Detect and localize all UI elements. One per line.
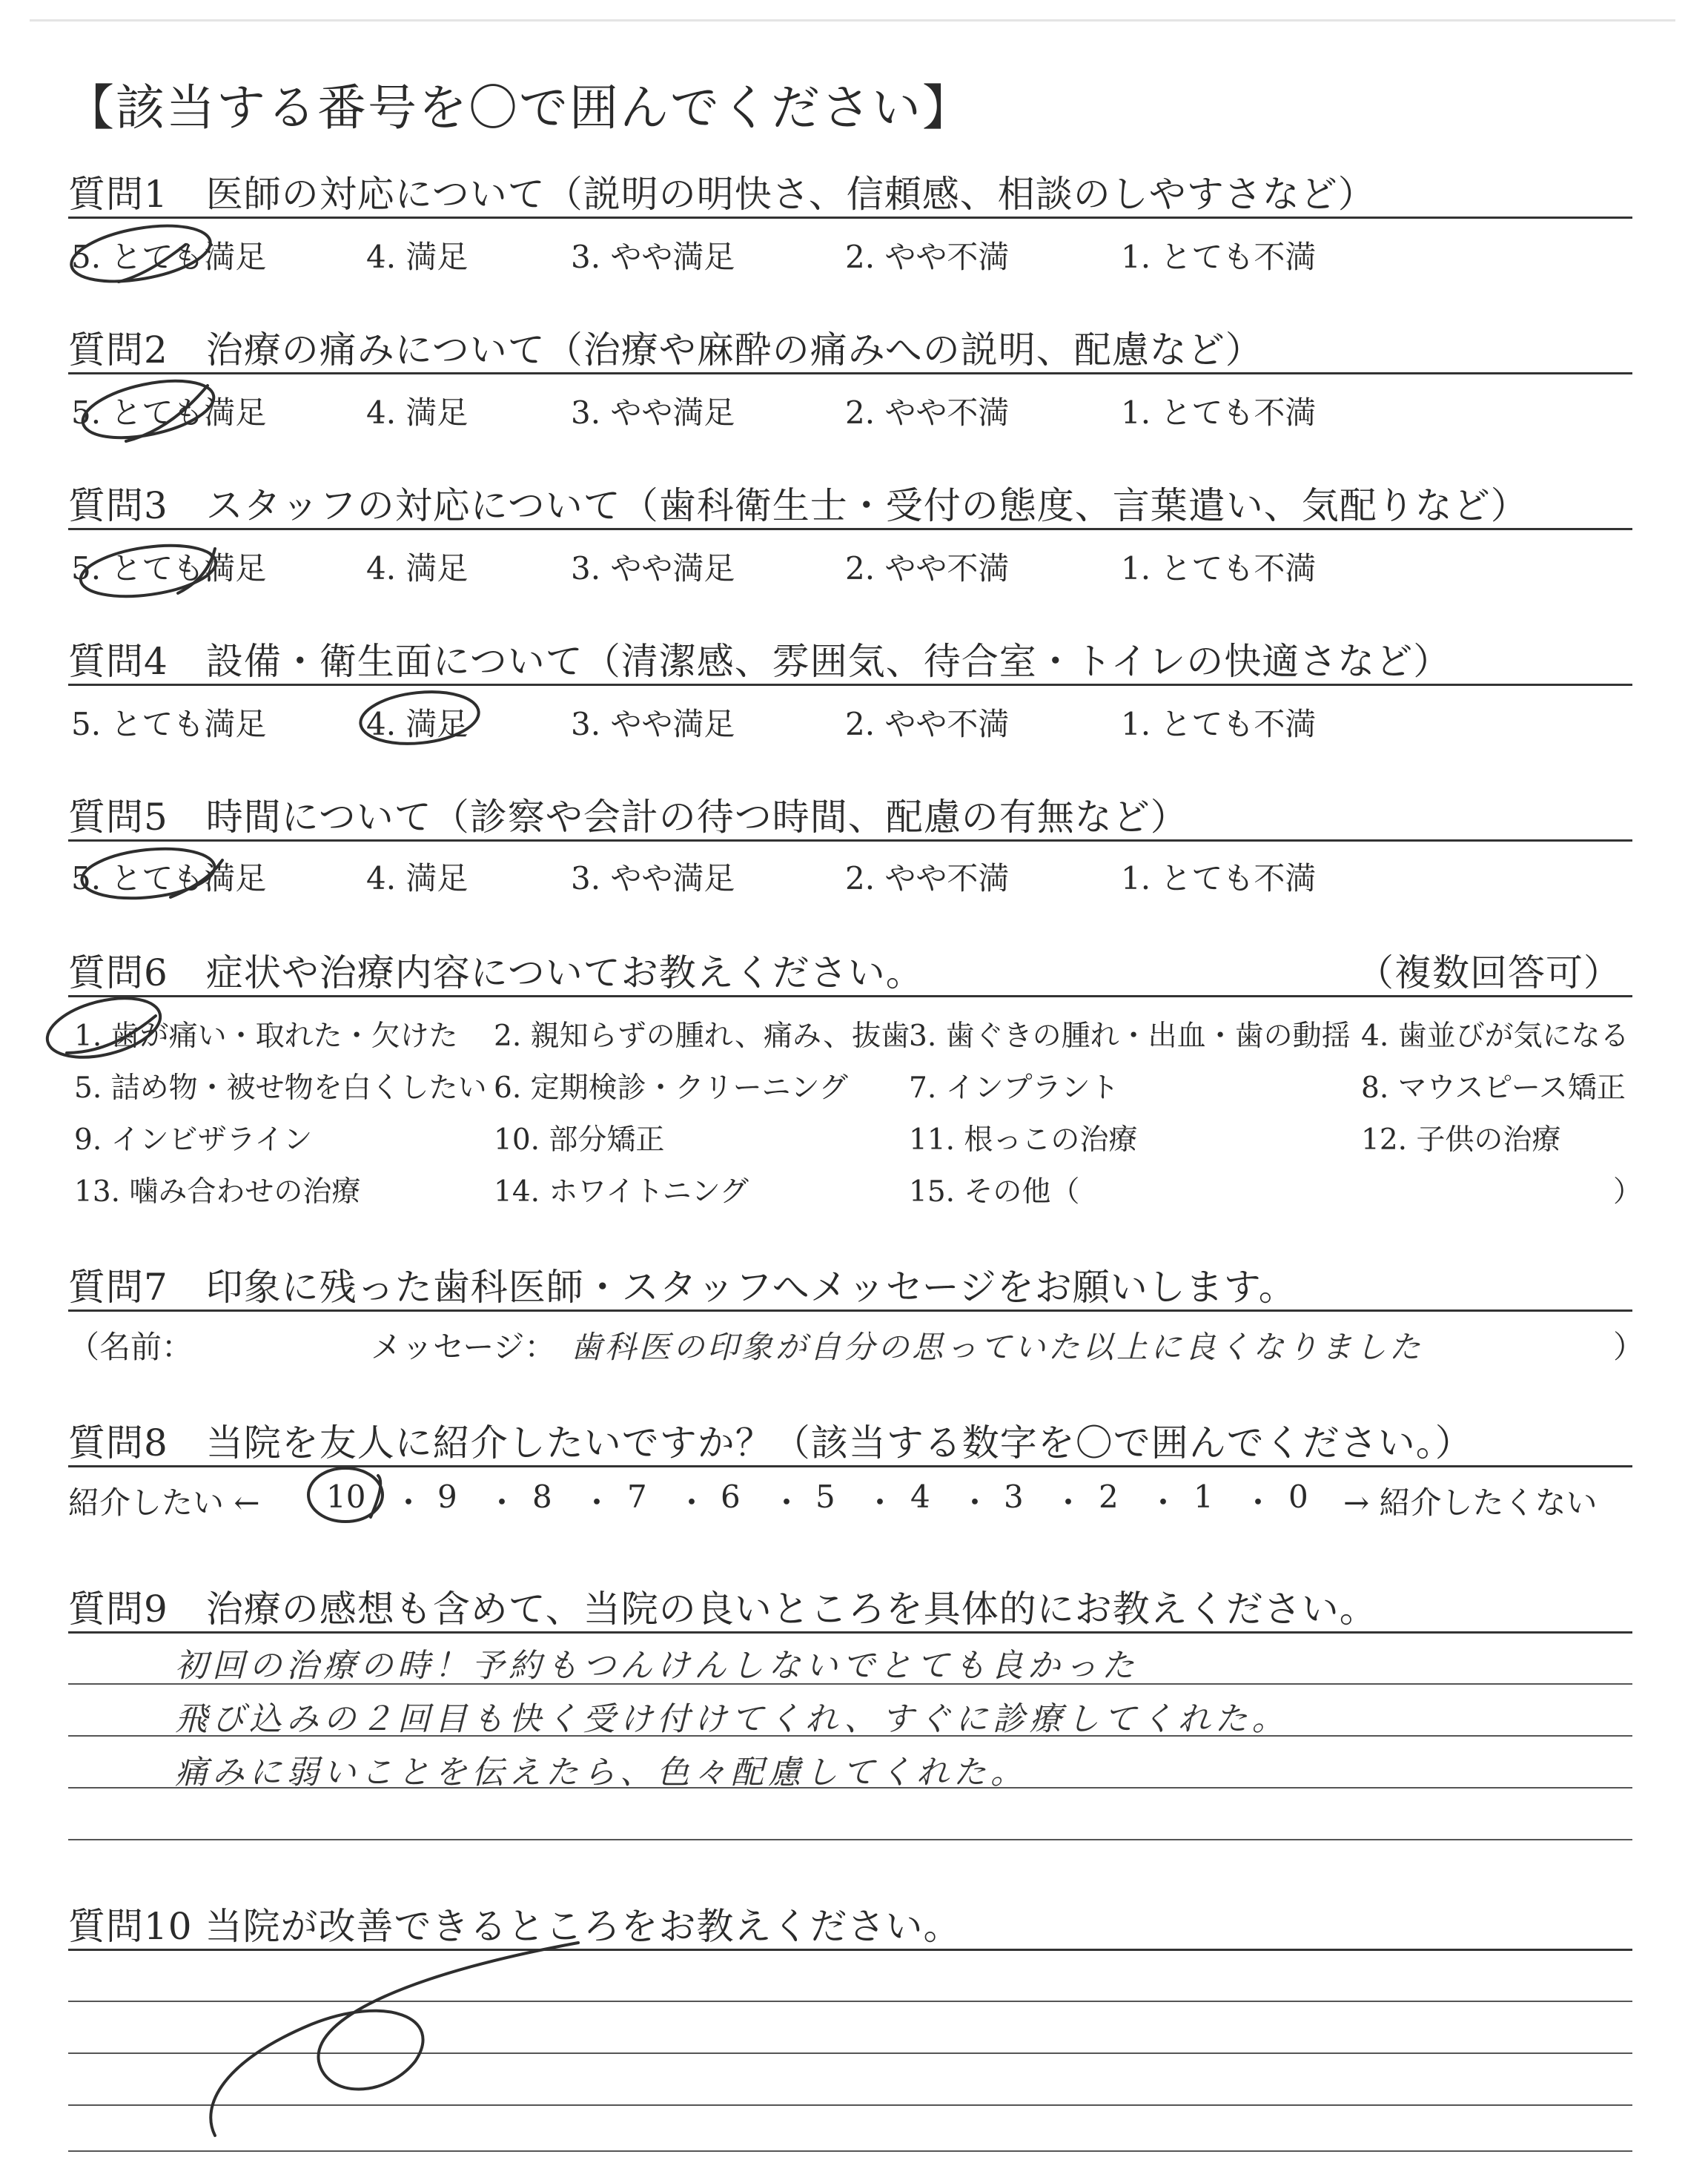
page-title: 【該当する番号を〇で囲んでください】 — [65, 79, 973, 136]
q4-option-4[interactable]: 4. 満足 — [366, 706, 469, 742]
q7-name-label: （名前： — [68, 1329, 193, 1365]
q7-message-label: メッセージ： — [371, 1329, 556, 1365]
question-8-rule — [68, 1465, 1632, 1467]
q4-option-1[interactable]: 1. とても不満 — [1121, 706, 1317, 742]
q3-option-2[interactable]: 2. やや不満 — [845, 550, 1010, 587]
q5-option-2[interactable]: 2. やや不満 — [845, 860, 1010, 896]
question-9-heading: 質問9 治療の感想も含めて、当院の良いところを具体的にお教えください。 — [68, 1588, 1377, 1631]
q2-option-2[interactable]: 2. やや不満 — [845, 394, 1010, 431]
question-7-heading: 質問7 印象に残った歯科医師・スタッフへメッセージをお願いします。 — [68, 1266, 1297, 1309]
q6-option-4[interactable]: 4. 歯並びが気になる — [1361, 1020, 1629, 1053]
q8-scale-6[interactable]: 6 — [721, 1479, 741, 1515]
q8-scale-8[interactable]: 8 — [532, 1479, 552, 1515]
q5-option-4[interactable]: 4. 満足 — [366, 860, 469, 896]
q2-option-5[interactable]: 5. とても満足 — [71, 394, 267, 431]
q8-scale-dot: ・ — [771, 1484, 803, 1521]
q10-line-rule — [68, 2150, 1632, 2152]
question-3-rule — [68, 528, 1632, 530]
q8-scale-2[interactable]: 2 — [1099, 1479, 1119, 1515]
q8-scale-dot: ・ — [581, 1484, 613, 1521]
q6-option-14[interactable]: 14. ホワイトニング — [494, 1175, 749, 1209]
q8-scale-dot: ・ — [1148, 1484, 1179, 1521]
q6-option-13[interactable]: 13. 噛み合わせの治療 — [74, 1175, 361, 1209]
q3-option-1[interactable]: 1. とても不満 — [1121, 550, 1317, 587]
q8-left-label: 紹介したい ← — [68, 1484, 260, 1521]
q9-answer-line-3[interactable]: 痛みに弱いことを伝えたら、色々配慮してくれた。 — [175, 1754, 1027, 1791]
question-2-heading: 質問2 治療の痛みについて（治療や麻酔の痛みへの説明、配慮など） — [68, 328, 1263, 371]
q6-option-11[interactable]: 11. 根っこの治療 — [909, 1123, 1138, 1157]
q1-option-3[interactable]: 3. やや満足 — [571, 239, 735, 275]
question-1-heading: 質問1 医師の対応について（説明の明快さ、信頼感、相談のしやすさなど） — [68, 173, 1376, 216]
question-10-heading: 質問10 当院が改善できるところをお教えください。 — [68, 1905, 961, 1948]
question-6-heading: 質問6 症状や治療内容についてお教えください。 — [68, 951, 924, 994]
question-1-rule — [68, 217, 1632, 219]
q6-option-2[interactable]: 2. 親知らずの腫れ、痛み、抜歯 — [494, 1020, 910, 1053]
q8-scale-dot: ・ — [393, 1484, 425, 1521]
question-6-rule — [68, 995, 1632, 997]
q1-option-5[interactable]: 5. とても満足 — [71, 239, 267, 275]
q8-scale-9[interactable]: 9 — [437, 1479, 457, 1515]
q2-option-3[interactable]: 3. やや満足 — [571, 394, 735, 431]
q6-option-10[interactable]: 10. 部分矯正 — [494, 1123, 665, 1157]
q6-option-8[interactable]: 8. マウスピース矯正 — [1361, 1071, 1626, 1105]
q6-option-6[interactable]: 6. 定期検診・クリーニング — [494, 1071, 848, 1105]
q3-option-3[interactable]: 3. やや満足 — [571, 550, 735, 587]
q8-scale-3[interactable]: 3 — [1004, 1479, 1024, 1515]
q6-option-7[interactable]: 7. インプラント — [909, 1071, 1119, 1105]
q8-scale-dot: ・ — [959, 1484, 991, 1521]
question-4-rule — [68, 684, 1632, 686]
q10-line-rule — [68, 2104, 1632, 2106]
q3-option-4[interactable]: 4. 満足 — [366, 550, 469, 587]
question-6-note: （複数回答可） — [1357, 951, 1621, 994]
question-7-rule — [68, 1309, 1632, 1312]
q2-option-1[interactable]: 1. とても不満 — [1121, 394, 1317, 431]
q6-option-5[interactable]: 5. 詰め物・被せ物を白くしたい — [74, 1071, 487, 1105]
question-3-heading: 質問3 スタッフの対応について（歯科衛生士・受付の態度、言葉遣い、気配りなど） — [68, 484, 1529, 527]
q4-option-2[interactable]: 2. やや不満 — [845, 706, 1010, 742]
q6-option-15-close: ） — [1613, 1175, 1643, 1209]
q5-option-5[interactable]: 5. とても満足 — [71, 860, 267, 896]
question-5-rule — [68, 839, 1632, 842]
q8-scale-10[interactable]: 10 — [326, 1479, 366, 1515]
q7-message-text[interactable]: 歯科医の印象が自分の思っていた以上に良くなりました — [571, 1329, 1424, 1365]
q4-option-5[interactable]: 5. とても満足 — [71, 706, 267, 742]
q1-option-2[interactable]: 2. やや不満 — [845, 239, 1010, 275]
q1-option-4[interactable]: 4. 満足 — [366, 239, 469, 275]
q4-option-3[interactable]: 3. やや満足 — [571, 706, 735, 742]
q6-option-15[interactable]: 15. その他（ — [909, 1175, 1080, 1209]
q8-scale-dot: ・ — [1053, 1484, 1085, 1521]
q8-scale-dot: ・ — [486, 1484, 518, 1521]
q8-right-label: → 紹介したくない — [1343, 1484, 1598, 1521]
q3-option-5[interactable]: 5. とても満足 — [71, 550, 267, 587]
scan-top-edge — [30, 19, 1675, 22]
q5-option-3[interactable]: 3. やや満足 — [571, 860, 735, 896]
question-8-heading: 質問8 当院を友人に紹介したいですか？（該当する数字を〇で囲んでください。） — [68, 1421, 1473, 1464]
q8-scale-1[interactable]: 1 — [1194, 1479, 1214, 1515]
q6-option-12[interactable]: 12. 子供の治療 — [1361, 1123, 1561, 1157]
q8-scale-dot: ・ — [1242, 1484, 1274, 1521]
q8-scale-4[interactable]: 4 — [910, 1479, 930, 1515]
q10-line-rule — [68, 2052, 1632, 2054]
q8-scale-dot: ・ — [864, 1484, 896, 1521]
q9-answer-line-1[interactable]: 初回の治療の時！予約もつんけんしないでとても良かった — [175, 1647, 1139, 1685]
question-4-heading: 質問4 設備・衛生面について（清潔感、雰囲気、待合室・トイレの快適さなど） — [68, 640, 1452, 683]
question-2-rule — [68, 372, 1632, 374]
q6-option-3[interactable]: 3. 歯ぐきの腫れ・出血・歯の動揺 — [909, 1020, 1351, 1053]
q8-scale-7[interactable]: 7 — [627, 1479, 647, 1515]
q5-option-1[interactable]: 1. とても不満 — [1121, 860, 1317, 896]
q8-scale-5[interactable]: 5 — [815, 1479, 835, 1515]
q10-line-rule — [68, 2001, 1632, 2002]
q8-scale-dot: ・ — [676, 1484, 708, 1521]
question-10-rule — [68, 1949, 1632, 1951]
q6-option-9[interactable]: 9. インビザライン — [74, 1123, 313, 1157]
question-9-rule — [68, 1631, 1632, 1634]
question-5-heading: 質問5 時間について（診察や会計の待つ時間、配慮の有無など） — [68, 796, 1188, 839]
q6-option-1[interactable]: 1. 歯が痛い・取れた・欠けた — [74, 1020, 458, 1053]
q8-circle-tail — [371, 1476, 380, 1517]
q10-dash-mark — [211, 1943, 578, 2136]
q2-option-4[interactable]: 4. 満足 — [366, 394, 469, 431]
q9-line-rule — [68, 1839, 1632, 1840]
q7-close: ） — [1613, 1329, 1645, 1365]
q8-scale-0[interactable]: 0 — [1288, 1479, 1308, 1515]
q9-answer-line-2[interactable]: 飛び込みの２回目も快く受け付けてくれ、すぐに診療してくれた。 — [175, 1700, 1289, 1738]
q1-option-1[interactable]: 1. とても不満 — [1121, 239, 1317, 275]
